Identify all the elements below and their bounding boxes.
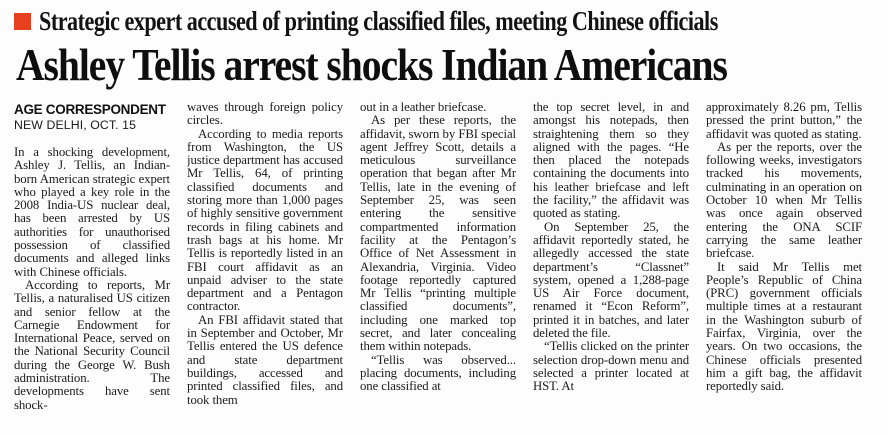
paragraph: According to reports, Mr Tellis, a naturalised US citizen and senior fellow at the Carnegie Endowment for International Peace, served on the National Security Council during the George W. Bush administration. The developments have sent shock-	[14, 277, 170, 412]
paragraph: In a shocking development, Ashley J. Tellis, an Indian-born American strategic expert who played a key role in the 2008 India-US nuclear deal, has been arrested by US authorities for unauthorised possession of classified documents and alleged links with Chinese officials.	[14, 145, 170, 279]
paragraph: As per the reports, over the following weeks, investigators tracked his movements, culminating in an operation on October 10 when Mr Tellis was once again observed entering the ONA SCIF carrying the same leather briefcase.	[706, 139, 862, 261]
byline-correspondent: AGE CORRESPONDENT	[14, 102, 166, 117]
column-2	[187, 101, 343, 412]
article-body	[0, 91, 888, 412]
paragraph: According to media reports from Washington, the US justice department has accused Mr Tellis, 64, of printing classified documents and storing more than 1,000 pages of highly sensitive government records in filing cabinets and trash bags at his home. Mr Tellis is reportedly listed in an FBI court affidavit as an unpaid adviser to the state department and a Pentagon contractor.	[187, 126, 343, 314]
column-4	[533, 101, 689, 412]
paragraph: waves through foreign policy circles.	[187, 101, 343, 128]
paragraph: the top secret level, in and amongst his notepads, then straightening them so they aligned with the pages. “He then placed the notepads containing the documents into his leather briefcase and left the facility,” the affidavit was quoted as stating.	[533, 101, 689, 221]
column-1	[14, 101, 170, 412]
paragraph: It said Mr Tellis met People’s Republic of China (PRC) government officials multiple times at a restaurant in the Washington suburb of Fairfax, Virginia, over the years. On two occasions, the Chinese officials presented him a gift bag, the affidavit reportedly said.	[706, 259, 862, 394]
headline-text: Ashley Tellis arrest shocks Indian Americans	[16, 40, 727, 90]
paragraph: out in a leather briefcase.	[360, 101, 487, 114]
column-5	[706, 101, 862, 412]
paragraph: An FBI affidavit stated that in September and October, Mr Tellis entered the US defence and state department buildings, accessed and printed classified files, and took them	[187, 312, 343, 407]
kicker-text: Strategic expert accused of printing classified files, meeting Chinese officials	[39, 5, 718, 36]
paragraph: On September 25, the affidavit reportedly stated, he allegedly accessed the state department’s “Classnet” system, opened a 1,288-page US Air Force document, renamed it “Econ Reform”, printed it in batches, and later deleted the file.	[533, 219, 689, 341]
column-3	[360, 101, 516, 412]
kicker	[14, 7, 888, 35]
byline	[14, 102, 170, 133]
paragraph: “Tellis clicked on the printer selection drop-down menu and selected a printer located at HST. At	[533, 339, 689, 394]
headline	[16, 39, 888, 91]
byline-dateline: NEW DELHI, OCT. 15	[14, 118, 137, 132]
red-square-bullet-icon	[14, 13, 31, 30]
paragraph: “Tellis was observed... placing documents, including one classified at	[360, 352, 516, 394]
paragraph: As per these reports, the affidavit, sworn by FBI special agent Jeffrey Scott, details a meticulous surveillance operation that began after Mr Tellis, late in the evening of September 25, was seen entering the sensitive compartmented information facility at the Pentagon’s Office of Net Assessment in Alexandria, Virginia. Video footage reportedly captured Mr Tellis “printing multiple classified documents”, including one marked top secret, and later concealing them within notepads.	[360, 113, 516, 354]
paragraph: approximately 8.26 pm, Tellis pressed the print button,” the affidavit was quoted as stating.	[706, 101, 862, 141]
